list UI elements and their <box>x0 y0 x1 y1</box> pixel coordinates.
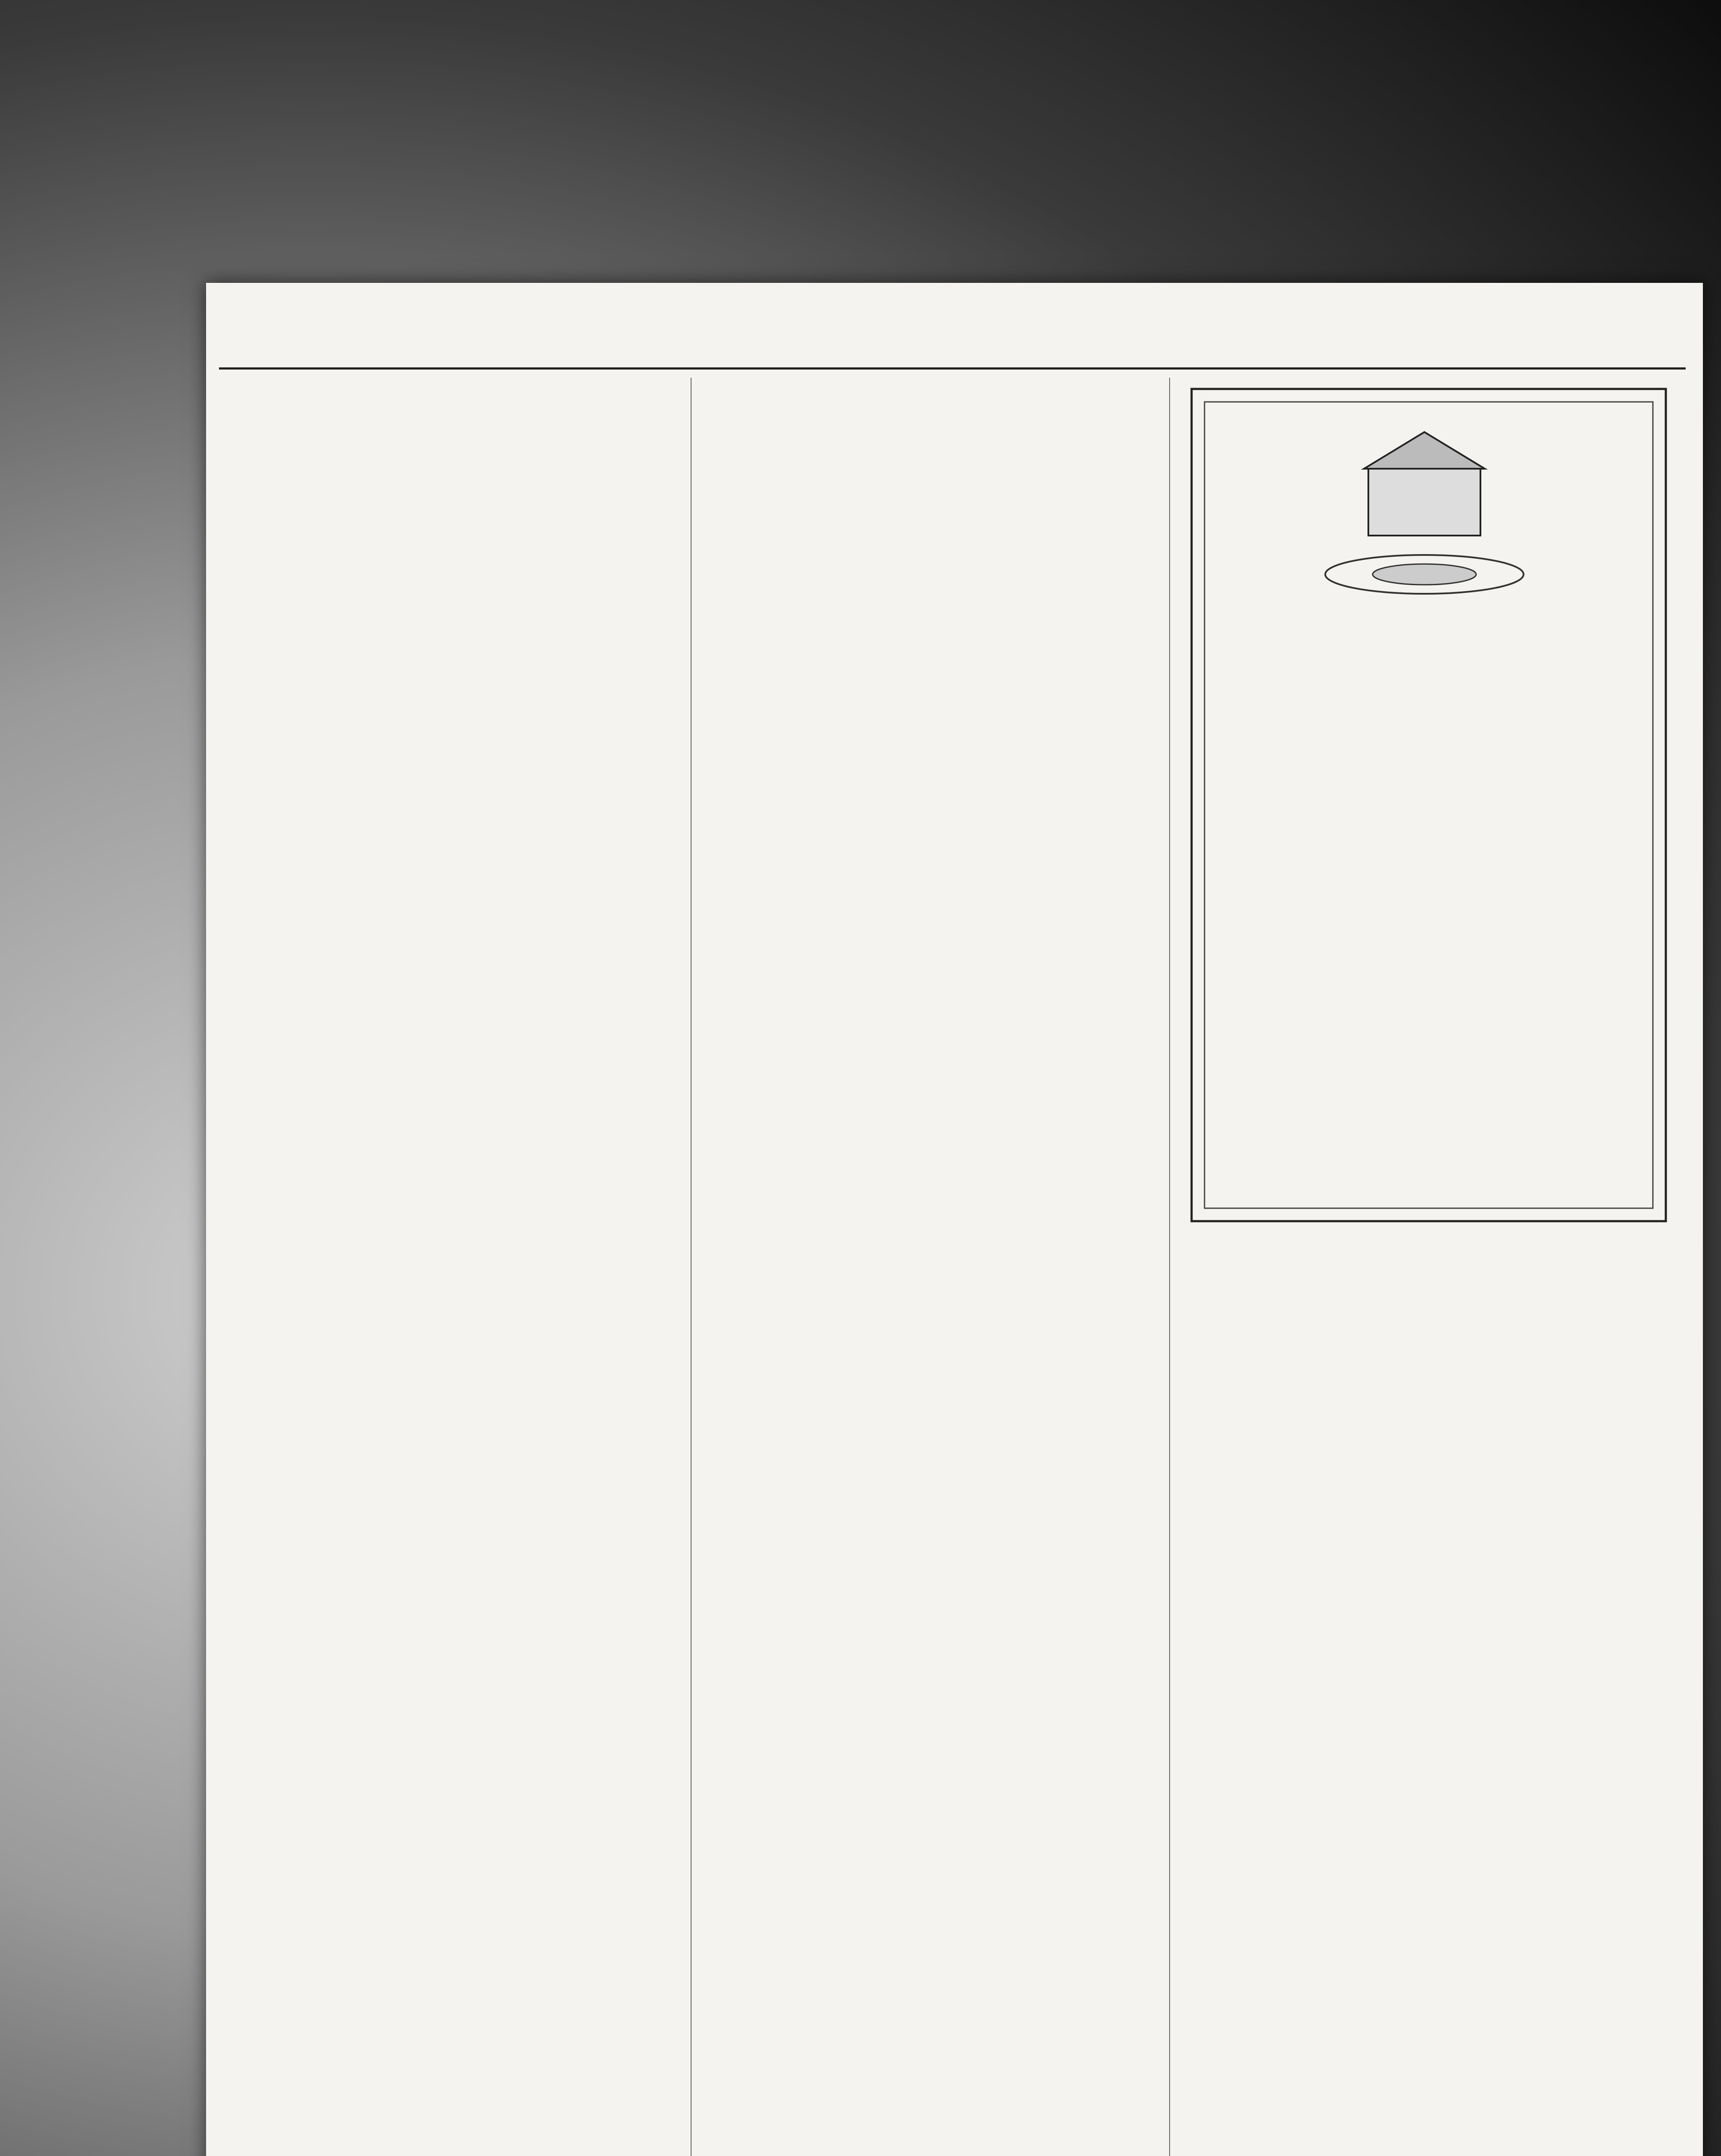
column-3 <box>1179 378 1679 2156</box>
page-header <box>219 330 1686 365</box>
column-divider <box>691 378 692 2156</box>
header-rule <box>219 367 1686 370</box>
column-2 <box>700 378 1161 2156</box>
column-divider <box>1169 378 1170 2156</box>
column-1 <box>222 378 683 2156</box>
newspaper-page <box>206 283 1703 2156</box>
garden-plan-illustration <box>1179 385 1679 1225</box>
